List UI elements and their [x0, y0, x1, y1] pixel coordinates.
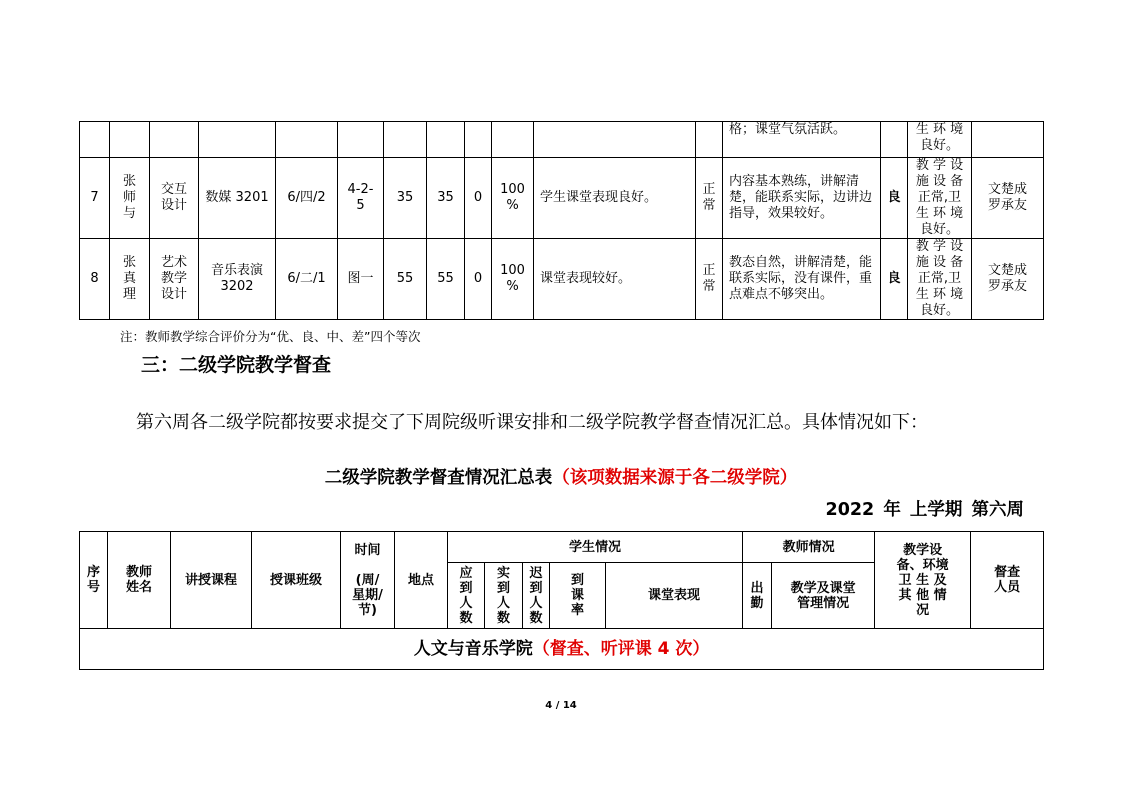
header-attendance: 出 勤 [743, 563, 772, 629]
term-label: 2022 年 上学期 第六周 [825, 500, 1024, 520]
rate-cell: 100 % [492, 239, 534, 320]
no-cell: 8 [80, 239, 110, 320]
place-cell: 图一 [338, 239, 384, 320]
summary-title-note: （该项数据来源于各二级学院） [552, 468, 798, 488]
header-env: 教学设 备、环境 卫 生 及 其 他 情 况 [875, 532, 971, 629]
situation-cell: 格；课堂气氛活跃。 [723, 122, 881, 158]
college-name: 人文与音乐学院 [413, 638, 533, 659]
table-row [80, 239, 1044, 320]
header-time: 时间 (周/ 星期/ 节) [341, 532, 395, 629]
inspectors-cell: 文楚成 罗承友 [972, 158, 1044, 239]
env-cell: 教 学 设 施 设 备 正常,卫 生 环 境 良好。 [908, 158, 972, 239]
no-cell: 7 [80, 158, 110, 239]
situation-cell: 教态自然，讲解清楚，能联系实际，没有课件，重点难点不够突出。 [723, 239, 881, 320]
attendance-cell: 正 常 [696, 158, 723, 239]
header-rate: 到 课 率 [550, 563, 606, 629]
header-no: 序 号 [80, 532, 108, 629]
header-actual: 实 到 人 数 [485, 563, 523, 629]
header-late: 迟 到 人 数 [523, 563, 550, 629]
course-cell: 艺术 教学 设计 [150, 239, 199, 320]
course-cell: 交互 设计 [150, 158, 199, 239]
table-row [80, 122, 1044, 158]
evaluation-note: 注：教师教学综合评价分为“优、良、中、差”四个等次 [120, 329, 421, 344]
intro-paragraph: 第六周各二级学院都按要求提交了下周院级听课安排和二级学院教学督查情况汇总。具体情况如下： [136, 412, 928, 433]
teacher-cell: 张 真 理 [110, 239, 150, 320]
teacher-cell: 张 师 与 [110, 158, 150, 239]
expected-cell: 55 [384, 239, 427, 320]
actual-cell: 35 [427, 158, 465, 239]
grade-cell: 良 [881, 239, 908, 320]
late-cell: 0 [465, 239, 492, 320]
top-supervision-table [79, 121, 1044, 320]
college-row [80, 629, 1044, 670]
env-cell: 教 学 设 施 设 备 正常,卫 生 环 境 良好。 [908, 239, 972, 320]
summary-title [0, 465, 1122, 491]
header-class: 授课班级 [252, 532, 341, 629]
summary-table [79, 531, 1044, 670]
header-place: 地点 [395, 532, 448, 629]
page-number: 4 / 14 [545, 700, 577, 711]
performance-cell: 学生课堂表现良好。 [534, 158, 696, 239]
attendance-cell: 正 常 [696, 239, 723, 320]
section-heading: 三：二级学院教学督查 [141, 354, 332, 376]
header-inspectors: 督查 人员 [971, 532, 1044, 629]
header-teacher: 教师 姓名 [108, 532, 171, 629]
expected-cell: 35 [384, 158, 427, 239]
rate-cell: 100 % [492, 158, 534, 239]
class-cell: 音乐表演 3202 [199, 239, 276, 320]
summary-title-text: 二级学院教学督查情况汇总表 [324, 468, 553, 488]
header-mgmt: 教学及课堂 管理情况 [772, 563, 875, 629]
table-row [80, 158, 1044, 239]
header-expected: 应 到 人 数 [448, 563, 485, 629]
header-teacher-group: 教师情况 [743, 532, 875, 563]
place-cell: 4-2- 5 [338, 158, 384, 239]
late-cell: 0 [465, 158, 492, 239]
header-student-group: 学生情况 [448, 532, 743, 563]
situation-cell: 内容基本熟练，讲解清楚，能联系实际，边讲边指导，效果较好。 [723, 158, 881, 239]
performance-cell: 课堂表现较好。 [534, 239, 696, 320]
env-cell: 生 环 境 良好。 [908, 122, 972, 158]
college-note: （督查、听评课 4 次） [532, 638, 710, 659]
time-cell: 6/二/1 [276, 239, 338, 320]
actual-cell: 55 [427, 239, 465, 320]
header-row [80, 532, 1044, 563]
grade-cell: 良 [881, 158, 908, 239]
time-cell: 6/四/2 [276, 158, 338, 239]
college-cell [80, 629, 1044, 670]
header-course: 讲授课程 [171, 532, 252, 629]
header-performance: 课堂表现 [606, 563, 743, 629]
class-cell: 数媒 3201 [199, 158, 276, 239]
inspectors-cell: 文楚成 罗承友 [972, 239, 1044, 320]
